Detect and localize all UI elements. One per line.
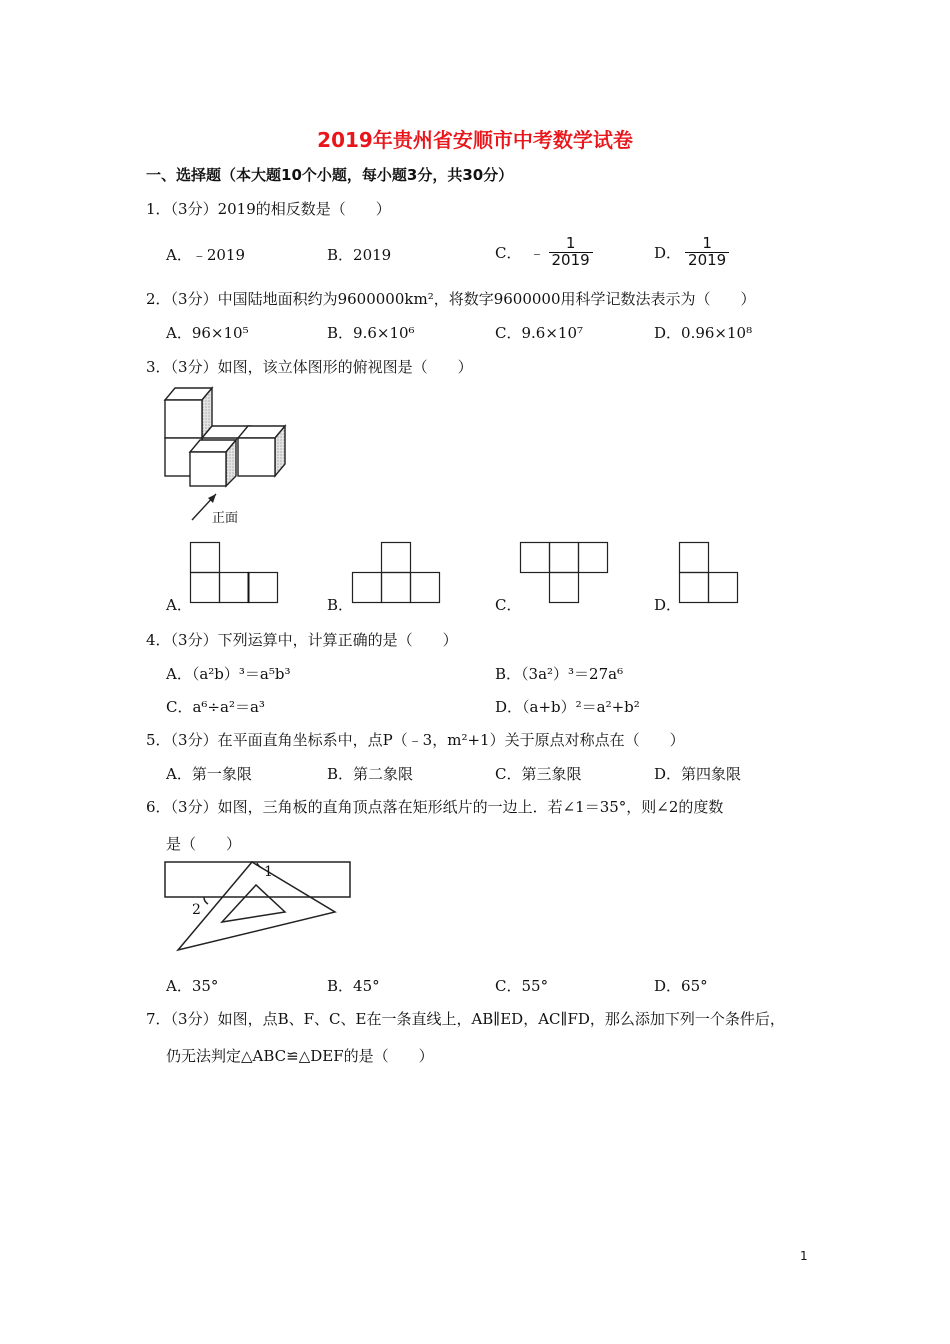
q3-option-c: C． <box>495 596 522 614</box>
q4-option-b: B．（3a²）³＝27a⁶ <box>495 665 624 683</box>
section-heading: 一、选择题（本大题10个小题，每小题3分，共30分） <box>146 166 514 184</box>
page-number: 1 <box>800 1249 808 1263</box>
q3-solid-figure <box>160 382 300 532</box>
q6-inner-triangle <box>222 885 285 922</box>
q6-angle-1-label: 1 <box>264 864 273 880</box>
q6-angle-2-label: 2 <box>192 902 201 918</box>
q3-option-c-figure <box>520 542 610 604</box>
q6-option-d: D．65° <box>654 977 708 995</box>
q6-triangle-figure <box>164 856 364 956</box>
q5-option-d: D．第四象限 <box>654 765 742 783</box>
q3-option-a-figure <box>190 542 280 604</box>
q1-option-b: B．2019 <box>327 246 392 264</box>
q1-option-a: A．﹣2019 <box>166 246 246 264</box>
question-7-stem-line1: 7．（3分）如图，点B、F、C、E在一条直线上，AB∥ED，AC∥FD，那么添加下列一个条件后， <box>146 1010 785 1028</box>
q1-option-c <box>495 236 593 269</box>
q6-option-b: B．45° <box>327 977 380 995</box>
question-7-stem-line2: 仍无法判定△ABC≌△DEF的是（ ） <box>166 1047 434 1065</box>
q2-option-d: D．0.96×10⁸ <box>654 324 753 342</box>
q3-front-label: 正面 <box>212 511 239 526</box>
exam-title: 2019年贵州省安顺市中考数学试卷 <box>317 128 633 152</box>
q4-option-a: A．（a²b）³＝a⁵b³ <box>166 665 291 683</box>
q3-option-d-figure <box>679 542 741 604</box>
q1-option-c-sign: ﹣ <box>529 243 545 262</box>
q1-option-d-fraction <box>685 236 729 269</box>
q1-option-c-fraction <box>549 236 593 269</box>
q4-option-c: C．a⁶÷a²＝a³ <box>166 698 265 716</box>
question-6-stem-line1: 6．（3分）如图，三角板的直角顶点落在矩形纸片的一边上．若∠1＝35°，则∠2的度数 <box>146 798 724 816</box>
q2-option-b: B．9.6×10⁶ <box>327 324 415 342</box>
q3-option-b: B． <box>327 596 354 614</box>
q6-outer-triangle <box>178 862 335 950</box>
q3-option-b-figure <box>352 542 442 604</box>
q6-option-c: C．55° <box>495 977 549 995</box>
q3-option-a: A． <box>166 596 192 614</box>
q1-c-numerator: 1 <box>549 236 593 253</box>
q3-option-d: D． <box>654 596 682 614</box>
q1-option-d-label: D． <box>654 243 682 262</box>
q6-rectangle <box>165 862 350 897</box>
question-1-stem: 1．（3分）2019的相反数是（ ） <box>146 200 391 218</box>
q1-option-c-label: C． <box>495 243 522 262</box>
q5-option-b: B．第二象限 <box>327 765 414 783</box>
question-3-stem: 3．（3分）如图，该立体图形的俯视图是（ ） <box>146 358 473 376</box>
q6-option-a: A．35° <box>166 977 219 995</box>
question-6-stem-line2: 是（ ） <box>166 835 242 853</box>
question-5-stem: 5．（3分）在平面直角坐标系中，点P（﹣3，m²+1）关于原点对称点在（ ） <box>146 731 685 749</box>
question-2-stem: 2．（3分）中国陆地面积约为9600000km²，将数字9600000用科学记数法表示为（ ） <box>146 290 756 308</box>
q1-option-d <box>654 236 729 269</box>
q1-d-numerator: 1 <box>685 236 729 253</box>
q1-d-denominator: 2019 <box>688 250 727 269</box>
q4-option-d: D．（a+b）²＝a²+b² <box>495 698 640 716</box>
question-4-stem: 4．（3分）下列运算中，计算正确的是（ ） <box>146 631 458 649</box>
q5-option-c: C．第三象限 <box>495 765 582 783</box>
q2-option-c: C．9.6×10⁷ <box>495 324 584 342</box>
q1-c-denominator: 2019 <box>551 250 590 269</box>
q5-option-a: A．第一象限 <box>166 765 252 783</box>
q2-option-a: A．96×10⁵ <box>166 324 249 342</box>
